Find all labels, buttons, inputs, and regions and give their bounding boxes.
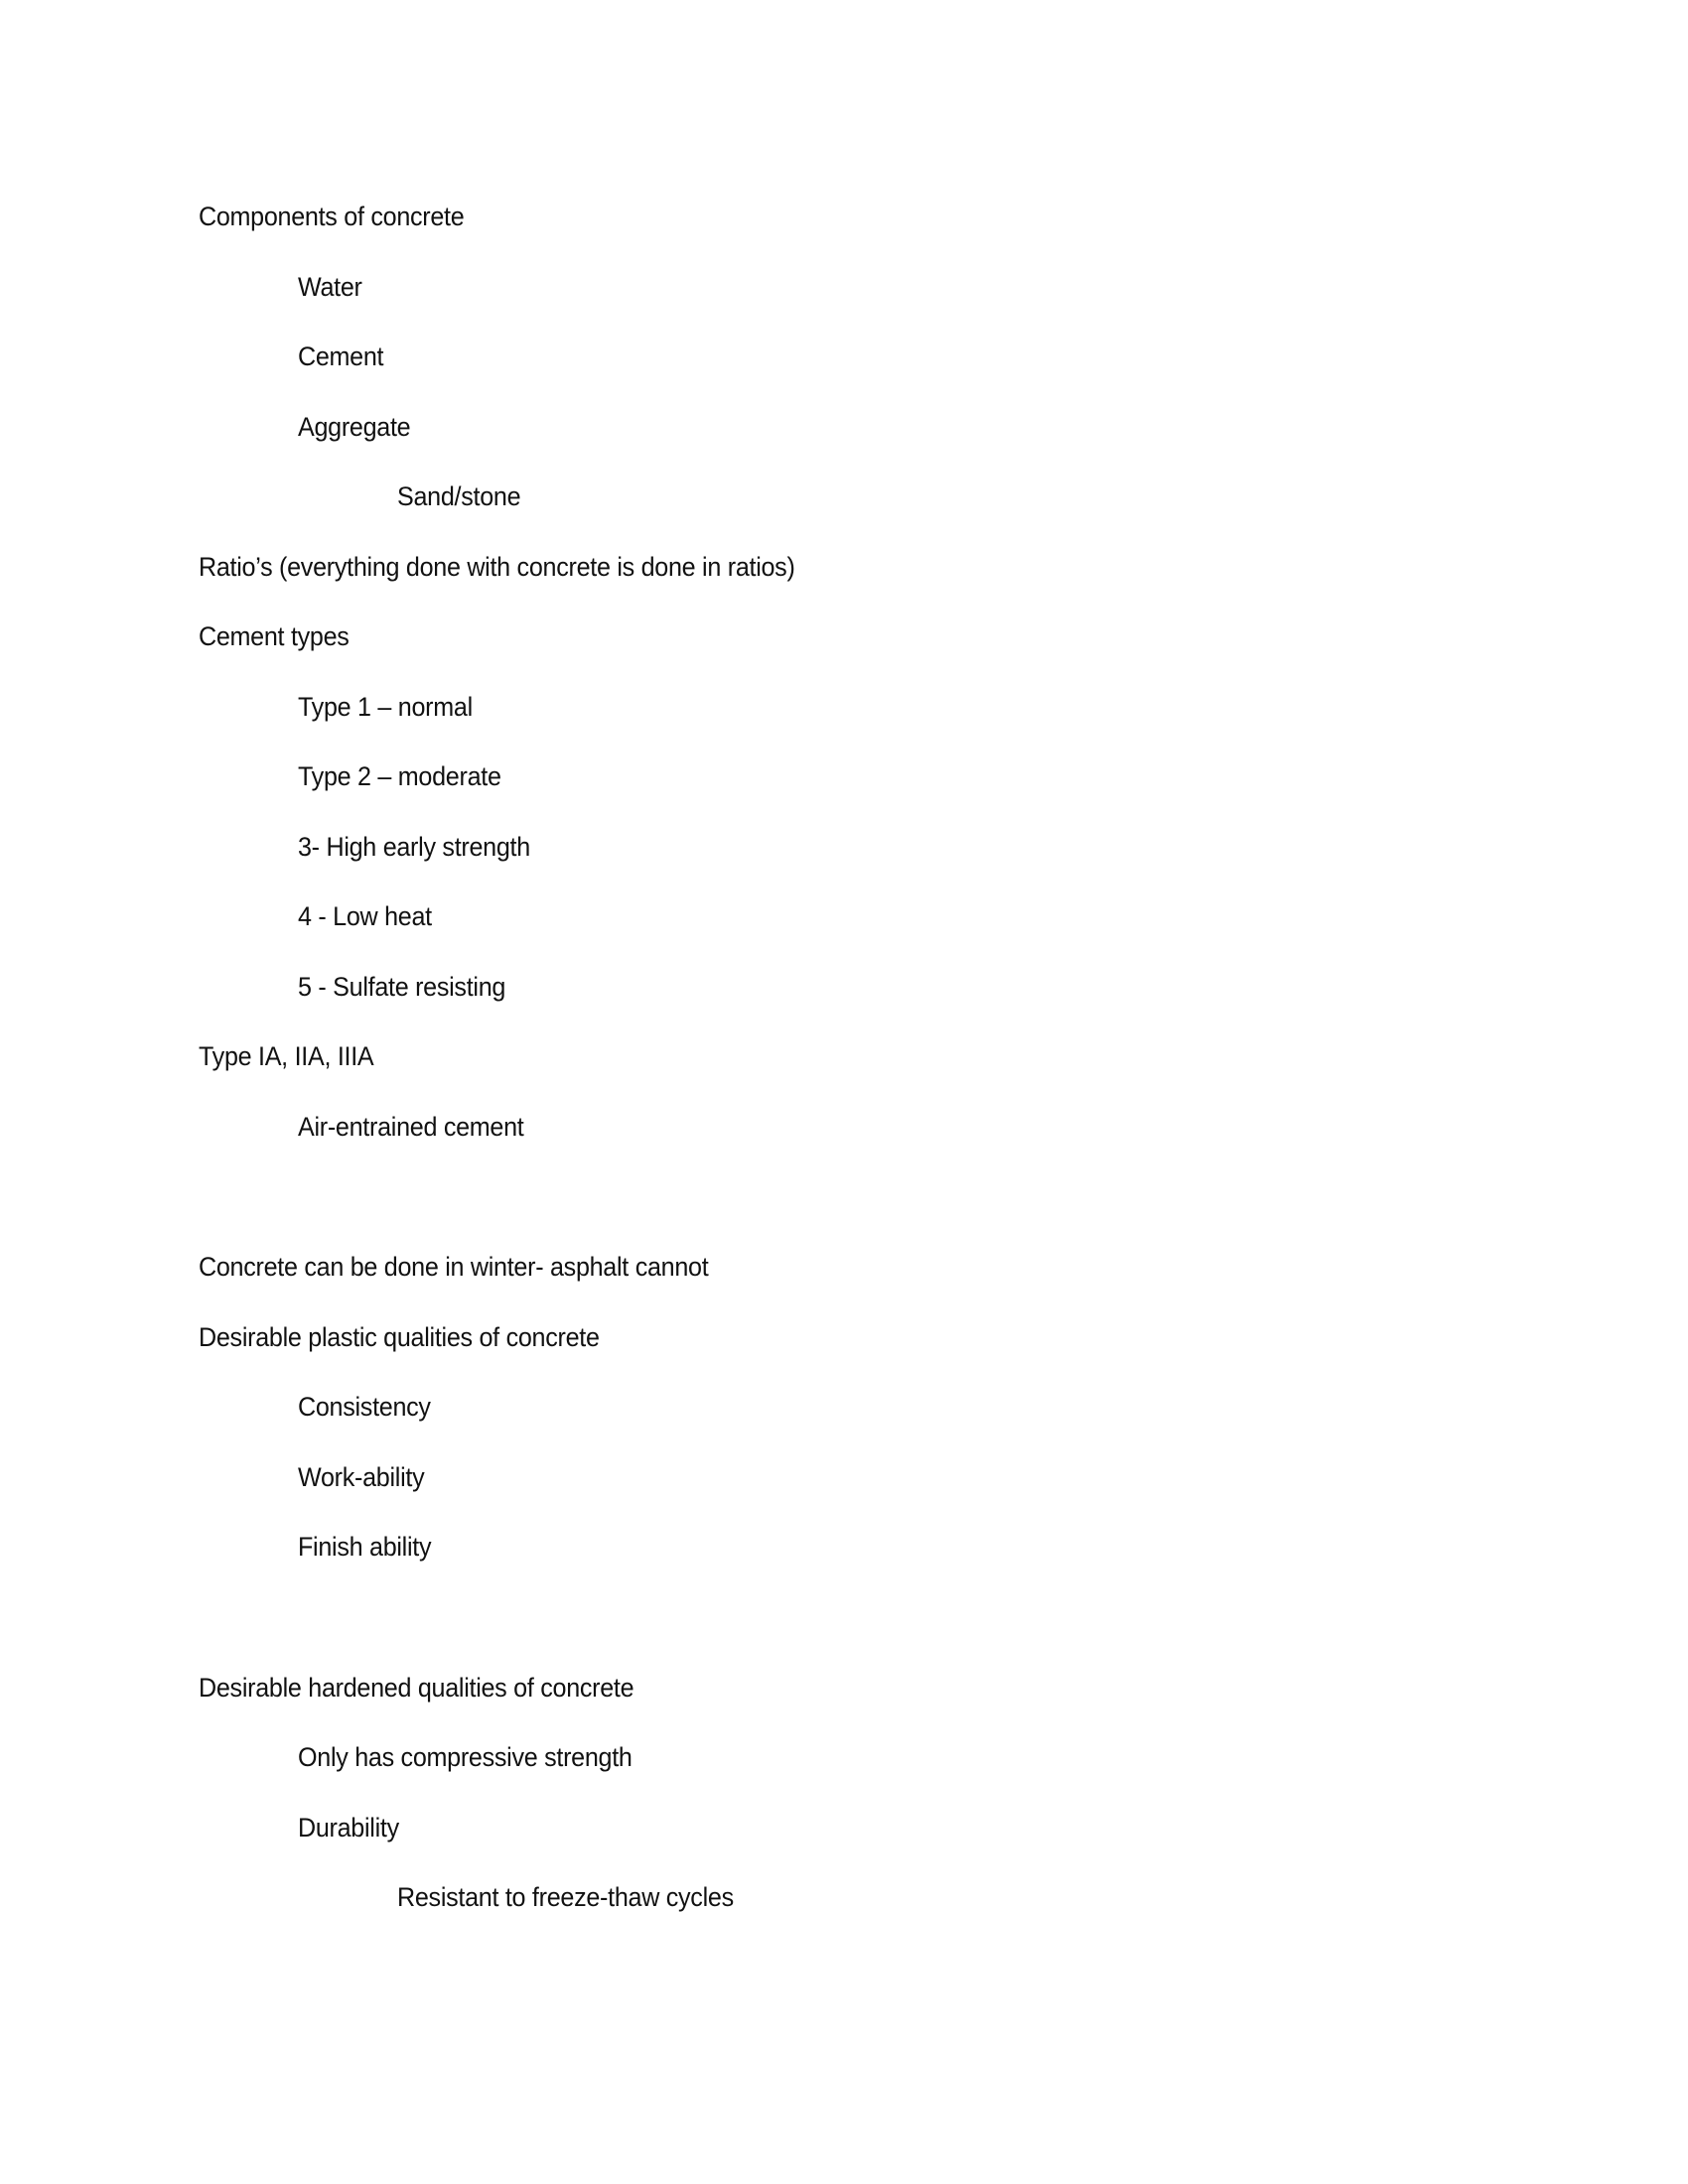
heading-cement-types: Cement types — [199, 621, 350, 651]
heading-hardened-qualities: Desirable hardened qualities of concrete — [199, 1673, 634, 1703]
list-item-cement: Cement — [298, 341, 384, 371]
list-item-finish-ability: Finish ability — [298, 1532, 432, 1562]
heading-plastic-qualities: Desirable plastic qualities of concrete — [199, 1322, 600, 1352]
heading-ratios: Ratio’s (everything done with concrete is done in ratios) — [199, 552, 795, 582]
list-item-type-5: 5 - Sulfate resisting — [298, 972, 506, 1002]
heading-components-of-concrete: Components of concrete — [199, 202, 465, 231]
list-item-type-1: Type 1 – normal — [298, 692, 473, 722]
list-item-type-2: Type 2 – moderate — [298, 761, 501, 791]
list-item-consistency: Consistency — [298, 1392, 431, 1422]
list-item-durability: Durability — [298, 1813, 399, 1843]
list-item-workability: Work-ability — [298, 1462, 425, 1492]
list-item-type-4: 4 - Low heat — [298, 901, 432, 931]
note-winter: Concrete can be done in winter- asphalt cannot — [199, 1252, 709, 1282]
list-item-aggregate: Aggregate — [298, 412, 411, 442]
heading-type-ia-iia-iiia: Type IA, IIA, IIIA — [199, 1041, 374, 1071]
list-item-compressive-strength: Only has compressive strength — [298, 1742, 633, 1772]
list-subitem-freeze-thaw: Resistant to freeze-thaw cycles — [397, 1882, 734, 1912]
list-item-air-entrained: Air-entrained cement — [298, 1112, 524, 1142]
list-item-water: Water — [298, 272, 362, 302]
list-item-type-3: 3- High early strength — [298, 832, 530, 862]
list-subitem-sand-stone: Sand/stone — [397, 481, 521, 511]
